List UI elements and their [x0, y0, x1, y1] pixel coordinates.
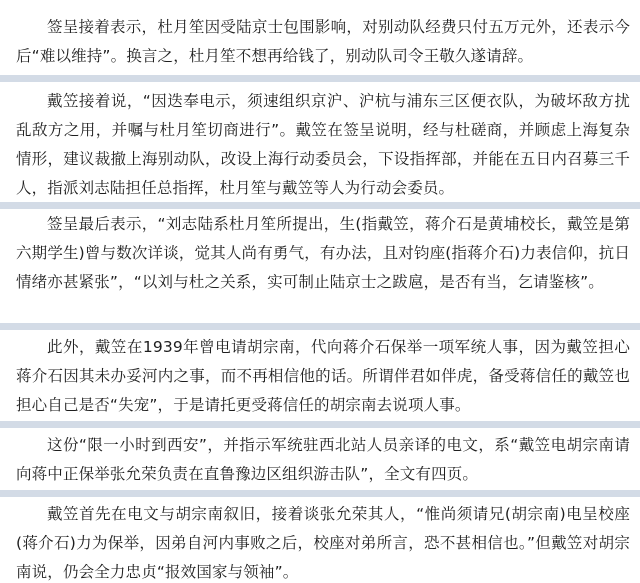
article-paragraph: 戴笠首先在电文与胡宗南叙旧，接着谈张允荣其人，“惟尚须请兄(胡宗南)电呈校座(蒋介石)力为保举，因弟自河内事败之后，校座对弟所言，恐不甚相信也。”但戴笠对胡宗南说，仍会全力忠贞“报效国家与领袖”。	[16, 505, 630, 581]
article-paragraph: 戴笠接着说，“因迭奉电示，须速组织京沪、沪杭与浦东三区便衣队，为破坏敌方扰乱敌方之用，并嘱与杜月笙切商进行”。戴笠在签呈说明，经与杜磋商，并顾虑上海复杂情形，建议裁撤上海别动队，改设上海行动委员会，下设指挥部，并能在五日内召募三千人，指派刘志陆担任总指挥，杜月笙与戴笠等人为行动会委员。	[16, 92, 630, 197]
article-paragraph: 签呈接着表示，杜月笙因受陆京士包围影响，对别动队经费只付五万元外，还表示今后“难以维持”。换言之，杜月笙不想再给钱了，别动队司令王敬久遂请辞。	[16, 18, 630, 65]
article-paragraph: 签呈最后表示，“刘志陆系杜月笙所提出，生(指戴笠，蒋介石是黄埔校长，戴笠是第六期学生)曾与数次详谈，觉其人尚有勇气，有办法，且对钧座(指蒋介石)力表信仰，抗日情绪亦甚紧张”，“以刘与杜之关系，实可制止陆京士之跋扈，是否有当，乞请鉴核”。	[16, 215, 630, 291]
article-paragraph: 这份“限一小时到西安”，并指示军统驻西北站人员亲译的电文，系“戴笠电胡宗南请向蒋中正保举张允荣负责在直鲁豫边区组织游击队”，全文有四页。	[16, 436, 630, 483]
article-paragraph: 此外，戴笠在1939年曾电请胡宗南，代向蒋介石保举一项军统人事，因为戴笠担心蒋介石因其未办妥河内之事，而不再相信他的话。所谓伴君如伴虎，备受蒋信任的戴笠也担心自己是否“失宠”，于是请托更受蒋信任的胡宗南去说项人事。	[16, 338, 630, 414]
